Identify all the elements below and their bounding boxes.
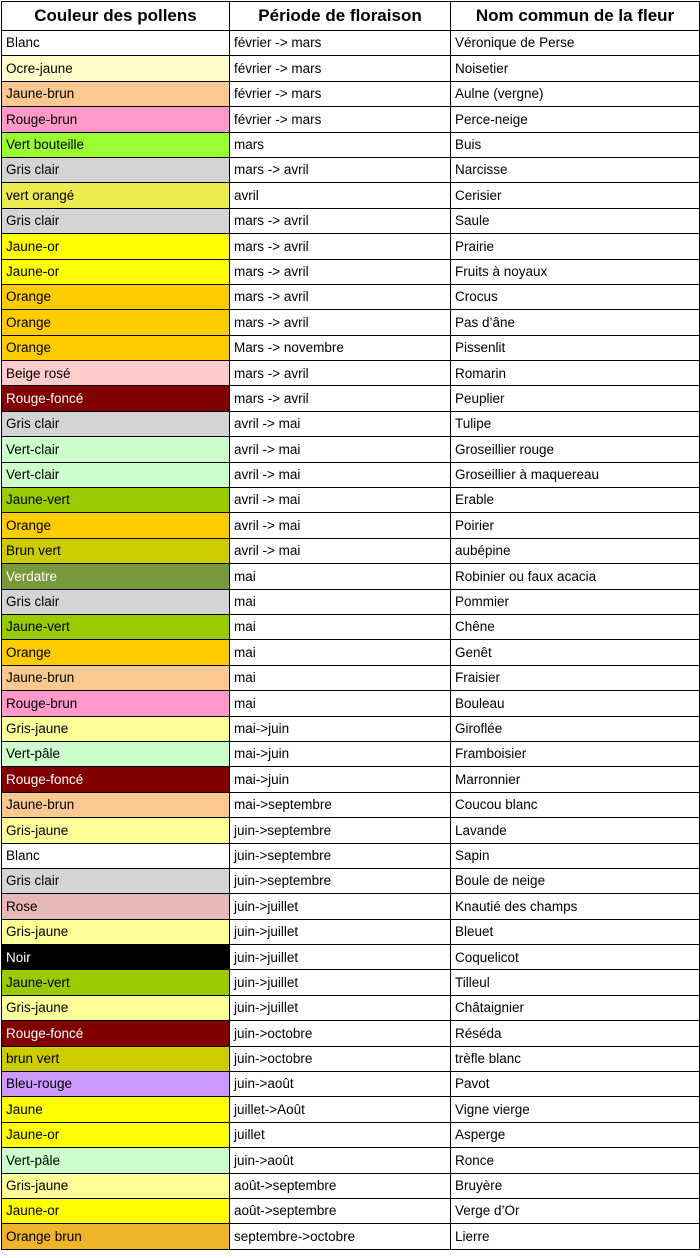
- flowering-period-cell: juin->juillet: [230, 970, 451, 995]
- flowering-period-cell: mars -> avril: [230, 284, 451, 309]
- pollen-color-cell: Gris clair: [2, 411, 230, 436]
- flower-name-cell: Bruyère: [451, 1173, 700, 1198]
- flowering-period-cell: juin->juillet: [230, 894, 451, 919]
- flowering-period-cell: juillet: [230, 1122, 451, 1147]
- pollen-color-cell: Gris-jaune: [2, 919, 230, 944]
- table-row: [2, 589, 700, 614]
- flower-name-cell: Prairie: [451, 234, 700, 259]
- table-row: [2, 1072, 700, 1097]
- flowering-period-cell: février -> mars: [230, 81, 451, 106]
- flower-name-cell: Vigne vierge: [451, 1097, 700, 1122]
- pollen-color-cell: Orange: [2, 284, 230, 309]
- flower-name-cell: Verge d’Or: [451, 1198, 700, 1223]
- flower-name-cell: Lavande: [451, 818, 700, 843]
- table-row: [2, 640, 700, 665]
- flowering-period-cell: mai->juin: [230, 716, 451, 741]
- pollen-color-cell: Orange: [2, 640, 230, 665]
- flowering-period-cell: mai: [230, 640, 451, 665]
- flower-name-cell: Saule: [451, 208, 700, 233]
- flower-name-cell: Réséda: [451, 1021, 700, 1046]
- header-flower-name: Nom commun de la fleur: [451, 2, 700, 31]
- pollen-color-cell: Vert-pâle: [2, 741, 230, 766]
- flowering-period-cell: mars -> avril: [230, 208, 451, 233]
- flower-name-cell: Framboisier: [451, 741, 700, 766]
- flowering-period-cell: avril -> mai: [230, 437, 451, 462]
- pollen-color-cell: Gris-jaune: [2, 1173, 230, 1198]
- pollen-color-cell: Vert-pâle: [2, 1148, 230, 1173]
- flower-name-cell: Fraisier: [451, 665, 700, 690]
- flowering-period-cell: septembre->octobre: [230, 1224, 451, 1249]
- flowering-period-cell: juin->octobre: [230, 1021, 451, 1046]
- flower-name-cell: Chêne: [451, 614, 700, 639]
- table-row: [2, 107, 700, 132]
- pollen-color-cell: Jaune-vert: [2, 488, 230, 513]
- pollen-color-cell: Rouge-foncé: [2, 767, 230, 792]
- flowering-period-cell: août->septembre: [230, 1173, 451, 1198]
- header-flowering-period: Période de floraison: [230, 2, 451, 31]
- flower-name-cell: Pommier: [451, 589, 700, 614]
- pollen-color-cell: Rouge-brun: [2, 107, 230, 132]
- flowering-period-cell: juin->juillet: [230, 919, 451, 944]
- table-row: [2, 1224, 700, 1249]
- pollen-color-cell: Rouge-foncé: [2, 386, 230, 411]
- flower-name-cell: Buis: [451, 132, 700, 157]
- table-row: [2, 361, 700, 386]
- flowering-period-cell: avril -> mai: [230, 462, 451, 487]
- table-row: [2, 818, 700, 843]
- flower-name-cell: Romarin: [451, 361, 700, 386]
- pollen-color-cell: Jaune: [2, 1097, 230, 1122]
- table-row: [2, 945, 700, 970]
- pollen-color-cell: Jaune-or: [2, 1198, 230, 1223]
- flowering-period-cell: juin->août: [230, 1072, 451, 1097]
- pollen-color-cell: Gris clair: [2, 868, 230, 893]
- table-row: [2, 513, 700, 538]
- flowering-period-cell: février -> mars: [230, 56, 451, 81]
- flowering-period-cell: Mars -> novembre: [230, 335, 451, 360]
- flowering-period-cell: mars -> avril: [230, 386, 451, 411]
- flower-name-cell: Fruits à noyaux: [451, 259, 700, 284]
- flowering-period-cell: avril: [230, 183, 451, 208]
- pollen-color-cell: Blanc: [2, 31, 230, 56]
- table-row: [2, 970, 700, 995]
- table-row: [2, 183, 700, 208]
- flower-name-cell: Peuplier: [451, 386, 700, 411]
- flower-name-cell: Marronnier: [451, 767, 700, 792]
- table-row: [2, 157, 700, 182]
- flower-name-cell: trèfle blanc: [451, 1046, 700, 1071]
- header-row: [2, 2, 700, 31]
- pollen-color-cell: Beige rosé: [2, 361, 230, 386]
- flower-name-cell: Asperge: [451, 1122, 700, 1147]
- flowering-period-cell: avril -> mai: [230, 411, 451, 436]
- table-row: [2, 335, 700, 360]
- flowering-period-cell: mars -> avril: [230, 310, 451, 335]
- table-row: [2, 792, 700, 817]
- pollen-color-cell: Gris-jaune: [2, 995, 230, 1020]
- table-row: [2, 716, 700, 741]
- flowering-period-cell: mai: [230, 691, 451, 716]
- table-row: [2, 919, 700, 944]
- flower-name-cell: Groseillier rouge: [451, 437, 700, 462]
- flower-name-cell: Tilleul: [451, 970, 700, 995]
- flowering-period-cell: mai: [230, 564, 451, 589]
- flower-name-cell: Erable: [451, 488, 700, 513]
- flowering-period-cell: juin->septembre: [230, 843, 451, 868]
- table-row: [2, 1097, 700, 1122]
- table-row: [2, 843, 700, 868]
- pollen-color-cell: Ocre-jaune: [2, 56, 230, 81]
- pollen-color-cell: Gris clair: [2, 589, 230, 614]
- flower-name-cell: Narcisse: [451, 157, 700, 182]
- pollen-color-cell: Jaune-vert: [2, 614, 230, 639]
- pollen-color-cell: Rouge-foncé: [2, 1021, 230, 1046]
- flowering-period-cell: mai->juin: [230, 767, 451, 792]
- table-row: [2, 564, 700, 589]
- pollen-color-cell: Orange: [2, 310, 230, 335]
- pollen-color-cell: Orange: [2, 513, 230, 538]
- table-row: [2, 411, 700, 436]
- table-row: [2, 234, 700, 259]
- flowering-period-cell: avril -> mai: [230, 513, 451, 538]
- flower-name-cell: Crocus: [451, 284, 700, 309]
- table-header: [2, 2, 700, 31]
- flower-name-cell: Perce-neige: [451, 107, 700, 132]
- flower-name-cell: Robinier ou faux acacia: [451, 564, 700, 589]
- flowering-period-cell: février -> mars: [230, 107, 451, 132]
- pollen-color-cell: Noir: [2, 945, 230, 970]
- table-row: [2, 1021, 700, 1046]
- pollen-color-cell: Jaune-or: [2, 259, 230, 284]
- table-row: [2, 386, 700, 411]
- flowering-period-cell: mai: [230, 665, 451, 690]
- table-row: [2, 1046, 700, 1071]
- pollen-color-cell: Vert-clair: [2, 462, 230, 487]
- flowering-period-cell: juin->juillet: [230, 995, 451, 1020]
- table-row: [2, 1173, 700, 1198]
- table-row: [2, 614, 700, 639]
- table-row: [2, 488, 700, 513]
- flowering-period-cell: avril -> mai: [230, 488, 451, 513]
- flower-name-cell: Ronce: [451, 1148, 700, 1173]
- pollen-color-cell: Jaune-or: [2, 1122, 230, 1147]
- pollen-color-cell: Jaune-brun: [2, 665, 230, 690]
- table-row: [2, 81, 700, 106]
- table-row: [2, 1198, 700, 1223]
- pollen-color-cell: Gris-jaune: [2, 716, 230, 741]
- flower-name-cell: Noisetier: [451, 56, 700, 81]
- flower-name-cell: Coquelicot: [451, 945, 700, 970]
- pollen-color-cell: Vert-clair: [2, 437, 230, 462]
- table-row: [2, 665, 700, 690]
- table-row: [2, 56, 700, 81]
- flowering-period-cell: juin->octobre: [230, 1046, 451, 1071]
- table-row: [2, 31, 700, 56]
- table-row: [2, 462, 700, 487]
- flowering-period-cell: juin->août: [230, 1148, 451, 1173]
- flower-name-cell: Knautié des champs: [451, 894, 700, 919]
- table-row: [2, 310, 700, 335]
- flowering-period-cell: mars -> avril: [230, 361, 451, 386]
- header-pollen-color: Couleur des pollens: [2, 2, 230, 31]
- flower-name-cell: Pas d’âne: [451, 310, 700, 335]
- pollen-color-cell: Bleu-rouge: [2, 1072, 230, 1097]
- pollen-color-cell: Orange brun: [2, 1224, 230, 1249]
- flower-name-cell: Aulne (vergne): [451, 81, 700, 106]
- pollen-color-cell: Jaune-vert: [2, 970, 230, 995]
- flowering-period-cell: juillet->Août: [230, 1097, 451, 1122]
- pollen-color-cell: Verdatre: [2, 564, 230, 589]
- table-row: [2, 868, 700, 893]
- pollen-color-cell: vert orangé: [2, 183, 230, 208]
- flowering-period-cell: février -> mars: [230, 31, 451, 56]
- flowering-period-cell: mai: [230, 589, 451, 614]
- pollen-color-cell: Gris clair: [2, 157, 230, 182]
- flowering-period-cell: mai: [230, 614, 451, 639]
- flower-name-cell: Giroflée: [451, 716, 700, 741]
- flower-name-cell: Cerisier: [451, 183, 700, 208]
- flower-name-cell: Boule de neige: [451, 868, 700, 893]
- flower-name-cell: Lierre: [451, 1224, 700, 1249]
- table-row: [2, 437, 700, 462]
- flowering-period-cell: mai->septembre: [230, 792, 451, 817]
- flower-name-cell: Véronique de Perse: [451, 31, 700, 56]
- flower-name-cell: Genêt: [451, 640, 700, 665]
- flowering-period-cell: mars: [230, 132, 451, 157]
- flowering-period-cell: mars -> avril: [230, 259, 451, 284]
- flower-name-cell: Groseillier à maquereau: [451, 462, 700, 487]
- table-row: [2, 284, 700, 309]
- flowering-period-cell: mars -> avril: [230, 157, 451, 182]
- flower-name-cell: Bleuet: [451, 919, 700, 944]
- flower-name-cell: aubépine: [451, 538, 700, 563]
- pollen-color-cell: Jaune-brun: [2, 792, 230, 817]
- table-row: [2, 208, 700, 233]
- table-row: [2, 995, 700, 1020]
- pollen-color-cell: Gris clair: [2, 208, 230, 233]
- pollen-color-cell: brun vert: [2, 1046, 230, 1071]
- flower-name-cell: Coucou blanc: [451, 792, 700, 817]
- pollen-table: [1, 1, 700, 1250]
- flower-name-cell: Sapin: [451, 843, 700, 868]
- table-row: [2, 259, 700, 284]
- flowering-period-cell: juin->juillet: [230, 945, 451, 970]
- table-row: [2, 691, 700, 716]
- table-row: [2, 1148, 700, 1173]
- pollen-color-cell: Jaune-or: [2, 234, 230, 259]
- pollen-color-cell: Orange: [2, 335, 230, 360]
- flower-name-cell: Châtaignier: [451, 995, 700, 1020]
- table-row: [2, 741, 700, 766]
- pollen-color-cell: Jaune-brun: [2, 81, 230, 106]
- flower-name-cell: Pissenlit: [451, 335, 700, 360]
- pollen-color-cell: Rose: [2, 894, 230, 919]
- table-row: [2, 132, 700, 157]
- flower-name-cell: Poirier: [451, 513, 700, 538]
- flower-name-cell: Tulipe: [451, 411, 700, 436]
- pollen-color-cell: Brun vert: [2, 538, 230, 563]
- table-body: [2, 31, 700, 1250]
- pollen-color-cell: Blanc: [2, 843, 230, 868]
- flower-name-cell: Bouleau: [451, 691, 700, 716]
- flowering-period-cell: mai->juin: [230, 741, 451, 766]
- flowering-period-cell: juin->septembre: [230, 818, 451, 843]
- table-row: [2, 767, 700, 792]
- pollen-color-cell: Gris-jaune: [2, 818, 230, 843]
- flowering-period-cell: avril -> mai: [230, 538, 451, 563]
- flowering-period-cell: août->septembre: [230, 1198, 451, 1223]
- table-row: [2, 894, 700, 919]
- table-row: [2, 1122, 700, 1147]
- flower-name-cell: Pavot: [451, 1072, 700, 1097]
- flowering-period-cell: juin->septembre: [230, 868, 451, 893]
- flowering-period-cell: mars -> avril: [230, 234, 451, 259]
- pollen-color-cell: Rouge-brun: [2, 691, 230, 716]
- pollen-color-cell: Vert bouteille: [2, 132, 230, 157]
- table-row: [2, 538, 700, 563]
